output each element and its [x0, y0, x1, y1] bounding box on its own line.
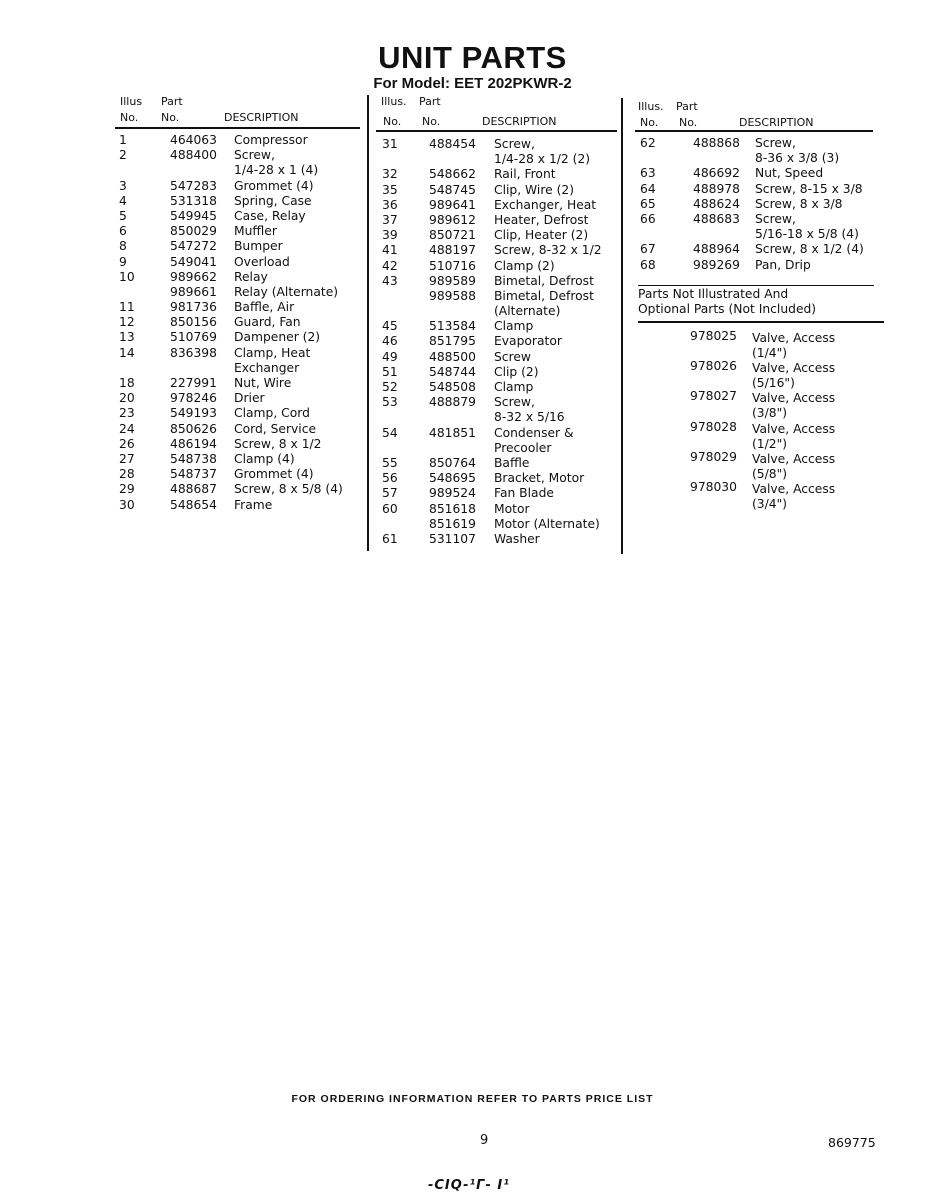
part-description: Bracket, Motor	[494, 471, 585, 486]
part-description: Motor (Alternate)	[494, 516, 600, 531]
part-number: 981736	[170, 300, 217, 315]
part-description: Evaporator	[494, 334, 562, 349]
part-description: Cord, Service	[234, 421, 317, 436]
illus-number: 20	[119, 391, 135, 406]
part-description: Screw,	[755, 136, 796, 150]
part-row	[378, 259, 618, 274]
part-row	[378, 365, 618, 380]
part-description: Screw, 8 x 3/8	[755, 196, 843, 211]
part-description: Screw, 8 x 1/2 (4)	[755, 242, 864, 257]
part-row	[113, 270, 361, 285]
part-row	[378, 410, 618, 425]
part-number: 978030	[690, 480, 737, 495]
illus-number: 57	[382, 486, 398, 501]
part-size: (1/4")	[752, 345, 788, 360]
handwritten-mark: -CIQ-¹Г- I¹	[428, 1178, 510, 1193]
illus-number: 13	[119, 330, 135, 345]
part-description: Valve, Access	[752, 421, 836, 436]
part-row	[113, 361, 361, 376]
header-description: DESCRIPTION	[739, 116, 814, 129]
illus-number: 11	[119, 300, 135, 315]
part-description: Screw	[494, 349, 531, 364]
ordering-note: FOR ORDERING INFORMATION REFER TO PARTS PRICE LIST	[291, 1093, 654, 1105]
header-no-1: No.	[120, 111, 139, 124]
illus-number: 54	[382, 425, 398, 440]
optional-part-row	[635, 419, 885, 454]
illus-number: 60	[382, 501, 398, 516]
part-row	[378, 350, 618, 365]
part-size: (5/16")	[752, 375, 795, 390]
part-size: (1/2")	[752, 436, 788, 451]
part-row	[113, 163, 361, 178]
header-illus: Illus.	[381, 95, 407, 108]
part-number: 850764	[429, 455, 476, 470]
part-number: 486194	[170, 436, 217, 451]
part-description: Bimetal, Defrost	[494, 273, 594, 288]
illus-number: 2	[119, 148, 127, 163]
illus-number: 30	[119, 497, 135, 512]
part-row	[635, 151, 885, 166]
part-row	[378, 334, 618, 349]
part-number: 548508	[429, 380, 476, 394]
part-row	[113, 179, 361, 194]
part-number: 548662	[429, 167, 476, 182]
illus-number: 45	[382, 319, 398, 334]
illus-number: 27	[119, 451, 135, 466]
part-number: 548738	[170, 451, 217, 466]
part-description: Clamp	[494, 380, 534, 394]
part-row	[378, 532, 618, 547]
illus-number: 5	[119, 208, 127, 223]
part-number: 488687	[170, 482, 217, 497]
part-description: Frame	[234, 497, 273, 512]
part-number: 510769	[170, 330, 217, 345]
part-number: 548737	[170, 467, 217, 482]
part-number: 464063	[170, 133, 217, 147]
part-description: Clamp	[494, 319, 534, 334]
illus-number: 12	[119, 315, 135, 330]
part-row	[113, 452, 361, 467]
part-row	[113, 133, 361, 148]
part-description: 1/4-28 x 1/2 (2)	[494, 152, 591, 167]
column-header	[635, 97, 885, 131]
part-row	[113, 300, 361, 315]
part-description: Case, Relay	[234, 208, 306, 223]
part-row	[378, 441, 618, 456]
illus-number: 52	[382, 380, 398, 394]
part-number: 549193	[170, 406, 217, 421]
part-number: 850721	[429, 228, 476, 243]
part-description: Nut, Wire	[234, 376, 292, 390]
part-row	[378, 243, 618, 258]
part-number: 488197	[429, 243, 476, 258]
part-number: 989524	[429, 486, 476, 501]
part-description: Spring, Case	[234, 193, 312, 208]
part-row	[113, 224, 361, 239]
parts-column-1	[113, 95, 361, 513]
part-description: Overload	[234, 254, 290, 269]
illus-number: 63	[640, 166, 656, 181]
optional-part-row	[635, 328, 885, 363]
part-number: 488454	[429, 137, 476, 151]
optional-part-row	[635, 358, 885, 393]
part-description: Heater, Defrost	[494, 212, 589, 227]
part-number: 488964	[693, 242, 740, 257]
column-divider	[367, 95, 369, 551]
part-row	[113, 482, 361, 497]
optional-part-row	[635, 389, 885, 423]
section-rule	[638, 285, 874, 286]
illus-number: 8	[119, 239, 127, 254]
illus-number: 18	[119, 376, 135, 390]
part-number: 989641	[429, 197, 476, 212]
part-row	[113, 376, 361, 391]
part-number: 989612	[429, 212, 476, 227]
part-description: Valve, Access	[752, 451, 836, 466]
parts-column-3	[635, 97, 885, 514]
part-row	[635, 242, 885, 257]
header-illus: Illus	[120, 95, 143, 108]
illus-number: 67	[640, 242, 656, 257]
part-row	[378, 198, 618, 213]
part-row	[635, 258, 885, 273]
part-row	[378, 517, 618, 532]
part-row	[378, 380, 618, 395]
part-description: Nut, Speed	[755, 166, 824, 181]
part-number: 850626	[170, 421, 217, 436]
part-number: 989661	[170, 284, 217, 299]
illus-number: 26	[119, 436, 135, 451]
part-description: 5/16-18 x 5/8 (4)	[755, 227, 859, 242]
parts-list	[635, 136, 885, 273]
part-description: Screw, 8 x 5/8 (4)	[234, 482, 343, 497]
part-number: 549041	[170, 254, 217, 269]
part-size: (5/8")	[752, 466, 788, 481]
part-number: 851619	[429, 516, 476, 531]
illus-number: 3	[119, 178, 127, 193]
part-description: Clamp (4)	[234, 451, 295, 466]
part-row	[113, 194, 361, 209]
part-description: Baffle, Air	[234, 300, 295, 315]
part-row	[378, 167, 618, 182]
part-size: (3/8")	[752, 406, 788, 421]
part-row	[378, 183, 618, 198]
header-no-2: No.	[422, 115, 441, 128]
part-description: Screw, 8 x 1/2	[234, 436, 322, 451]
part-row	[378, 395, 618, 410]
part-description: Screw,	[494, 395, 535, 410]
part-number: 836398	[170, 345, 217, 360]
optional-parts-title	[635, 287, 885, 318]
part-description: Valve, Access	[752, 330, 836, 345]
part-row	[113, 406, 361, 421]
part-row	[113, 467, 361, 482]
part-number: 510716	[429, 258, 476, 273]
part-number: 488868	[693, 136, 740, 150]
part-description: Rail, Front	[494, 167, 556, 182]
part-number: 488978	[693, 181, 740, 196]
part-number: 978029	[690, 449, 737, 464]
illus-number: 10	[119, 269, 135, 284]
optional-part-row	[635, 480, 885, 514]
page-number: 9	[480, 1133, 489, 1148]
header-part: Part	[676, 100, 698, 113]
part-description: Screw, 8-15 x 3/8	[755, 181, 863, 196]
part-description: (Alternate)	[494, 304, 561, 319]
part-description: Relay	[234, 269, 268, 284]
part-row	[378, 274, 618, 289]
illus-number: 31	[382, 137, 398, 151]
part-description: Clip, Heater (2)	[494, 228, 589, 243]
part-number: 978025	[690, 328, 737, 343]
part-description: Motor	[494, 501, 530, 516]
part-row	[378, 228, 618, 243]
part-description: Clamp (2)	[494, 258, 555, 273]
illus-number: 62	[640, 136, 656, 150]
parts-column-2	[378, 95, 618, 547]
part-row	[378, 486, 618, 501]
illus-number: 32	[382, 167, 398, 182]
part-number: 549945	[170, 208, 217, 223]
part-row	[378, 319, 618, 334]
illus-number: 42	[382, 258, 398, 273]
part-row	[378, 152, 618, 167]
header-rule	[115, 127, 360, 129]
header-no-1: No.	[640, 116, 659, 129]
part-number: 547283	[170, 178, 217, 193]
optional-title-line-2: Optional Parts (Not Included)	[638, 302, 817, 317]
illus-number: 37	[382, 212, 398, 227]
part-number: 989662	[170, 269, 217, 284]
part-row	[635, 197, 885, 212]
part-description: Fan Blade	[494, 486, 554, 501]
part-row	[113, 346, 361, 361]
part-description: Clamp, Heat	[234, 345, 311, 360]
illus-number: 29	[119, 482, 135, 497]
illus-number: 68	[640, 257, 656, 272]
part-description: Screw,	[755, 211, 796, 226]
illus-number: 23	[119, 406, 135, 421]
illus-number: 53	[382, 395, 398, 410]
part-number: 850156	[170, 315, 217, 330]
part-row	[113, 209, 361, 224]
part-row	[113, 498, 361, 513]
part-row	[635, 166, 885, 181]
part-description: Valve, Access	[752, 482, 836, 497]
part-row	[113, 330, 361, 345]
part-description: Screw, 8-32 x 1/2	[494, 243, 602, 258]
part-description: Exchanger, Heat	[494, 197, 597, 212]
illus-number: 43	[382, 273, 398, 288]
part-row	[113, 239, 361, 254]
optional-part-row	[635, 449, 885, 484]
part-number: 488624	[693, 196, 740, 211]
part-description: Guard, Fan	[234, 315, 301, 330]
section-rule	[638, 321, 884, 323]
illus-number: 14	[119, 345, 135, 360]
part-number: 513584	[429, 319, 476, 334]
illus-number: 4	[119, 193, 127, 208]
illus-number: 66	[640, 211, 656, 226]
part-number: 978028	[690, 419, 737, 434]
part-row	[113, 255, 361, 270]
part-row	[378, 471, 618, 486]
part-number: 531107	[429, 531, 476, 546]
part-description: Clip, Wire (2)	[494, 182, 575, 197]
part-row	[113, 285, 361, 300]
part-description: Exchanger	[234, 360, 300, 375]
illus-number: 9	[119, 254, 127, 269]
illus-number: 41	[382, 243, 398, 258]
illus-number: 39	[382, 228, 398, 243]
part-number: 488683	[693, 211, 740, 226]
header-description: DESCRIPTION	[224, 111, 299, 124]
part-row	[378, 289, 618, 304]
illus-number: 6	[119, 224, 127, 239]
part-number: 978246	[170, 391, 217, 406]
part-row	[635, 136, 885, 151]
illus-number: 35	[382, 182, 398, 197]
part-number: 486692	[693, 166, 740, 181]
part-row	[635, 212, 885, 227]
part-number: 989269	[693, 257, 740, 272]
part-description: 1/4-28 x 1 (4)	[234, 163, 319, 178]
header-no-1: No.	[383, 115, 402, 128]
part-number: 989588	[429, 288, 476, 303]
illus-number: 46	[382, 334, 398, 349]
part-row	[113, 148, 361, 163]
illus-number: 24	[119, 421, 135, 436]
part-size: (3/4")	[752, 497, 788, 512]
illus-number: 49	[382, 349, 398, 364]
page-title: UNIT PARTS	[378, 40, 567, 75]
illus-number: 51	[382, 364, 398, 379]
part-row	[378, 456, 618, 471]
illus-number: 36	[382, 197, 398, 212]
parts-list	[378, 137, 618, 547]
part-description: Clip (2)	[494, 364, 539, 379]
part-description: Relay (Alternate)	[234, 284, 339, 299]
part-row	[378, 502, 618, 517]
part-description: Bumper	[234, 239, 283, 254]
part-description: Condenser &	[494, 425, 574, 440]
header-no-2: No.	[161, 111, 180, 124]
column-divider	[621, 98, 623, 554]
part-number: 989589	[429, 273, 476, 288]
part-number: 851618	[429, 501, 476, 516]
parts-list	[113, 133, 361, 513]
part-description: Precooler	[494, 440, 552, 455]
part-description: Grommet (4)	[234, 467, 314, 482]
part-row	[113, 315, 361, 330]
illus-number: 1	[119, 133, 127, 147]
illus-number: 55	[382, 455, 398, 470]
illus-number: 65	[640, 196, 656, 211]
header-part: Part	[419, 95, 441, 108]
model-subtitle: For Model: EET 202PKWR-2	[373, 75, 572, 92]
part-description: Dampener (2)	[234, 330, 321, 345]
column-header	[378, 95, 618, 129]
part-number: 531318	[170, 193, 217, 208]
part-description: Bimetal, Defrost	[494, 288, 594, 303]
part-row	[378, 304, 618, 319]
part-row	[635, 227, 885, 242]
part-row	[113, 422, 361, 437]
header-no-2: No.	[679, 116, 698, 129]
header-illus: Illus.	[638, 100, 664, 113]
optional-parts-list	[635, 328, 885, 515]
part-row	[378, 426, 618, 441]
part-description: Washer	[494, 531, 540, 546]
part-description: 8-36 x 3/8 (3)	[755, 151, 840, 166]
part-number: 488500	[429, 349, 476, 364]
illus-number: 64	[640, 181, 656, 196]
part-number: 978027	[690, 389, 737, 404]
column-header	[113, 95, 361, 129]
part-description: Grommet (4)	[234, 178, 314, 193]
part-description: Valve, Access	[752, 391, 836, 406]
part-number: 851795	[429, 334, 476, 349]
part-description: Muffler	[234, 224, 277, 239]
part-description: Screw,	[234, 148, 275, 163]
header-rule	[635, 130, 873, 132]
part-number: 481851	[429, 425, 476, 440]
part-number: 548744	[429, 364, 476, 379]
part-description: Screw,	[494, 137, 535, 151]
part-number: 488879	[429, 395, 476, 410]
header-part: Part	[161, 95, 183, 108]
part-description: Clamp, Cord	[234, 406, 310, 421]
part-description: Valve, Access	[752, 360, 836, 375]
part-row	[378, 213, 618, 228]
document-number: 869775	[828, 1135, 876, 1150]
part-number: 850029	[170, 224, 217, 239]
part-number: 548695	[429, 471, 476, 486]
part-description: Baffle	[494, 455, 530, 470]
part-description: 8-32 x 5/16	[494, 410, 565, 425]
part-number: 978026	[690, 358, 737, 373]
part-number: 488400	[170, 148, 217, 163]
part-description: Pan, Drip	[755, 257, 811, 272]
part-description: Compressor	[234, 133, 308, 147]
part-row	[113, 437, 361, 452]
part-row	[635, 182, 885, 197]
part-description: Drier	[234, 391, 265, 406]
header-description: DESCRIPTION	[482, 115, 557, 128]
part-row	[378, 137, 618, 152]
illus-number: 56	[382, 471, 398, 486]
illus-number: 28	[119, 467, 135, 482]
part-number: 227991	[170, 376, 217, 390]
part-number: 548745	[429, 182, 476, 197]
illus-number: 61	[382, 531, 398, 546]
header-rule	[376, 130, 617, 132]
part-number: 548654	[170, 497, 217, 512]
optional-title-line-1: Parts Not Illustrated And	[638, 286, 789, 301]
part-number: 547272	[170, 239, 217, 254]
part-row	[113, 391, 361, 406]
